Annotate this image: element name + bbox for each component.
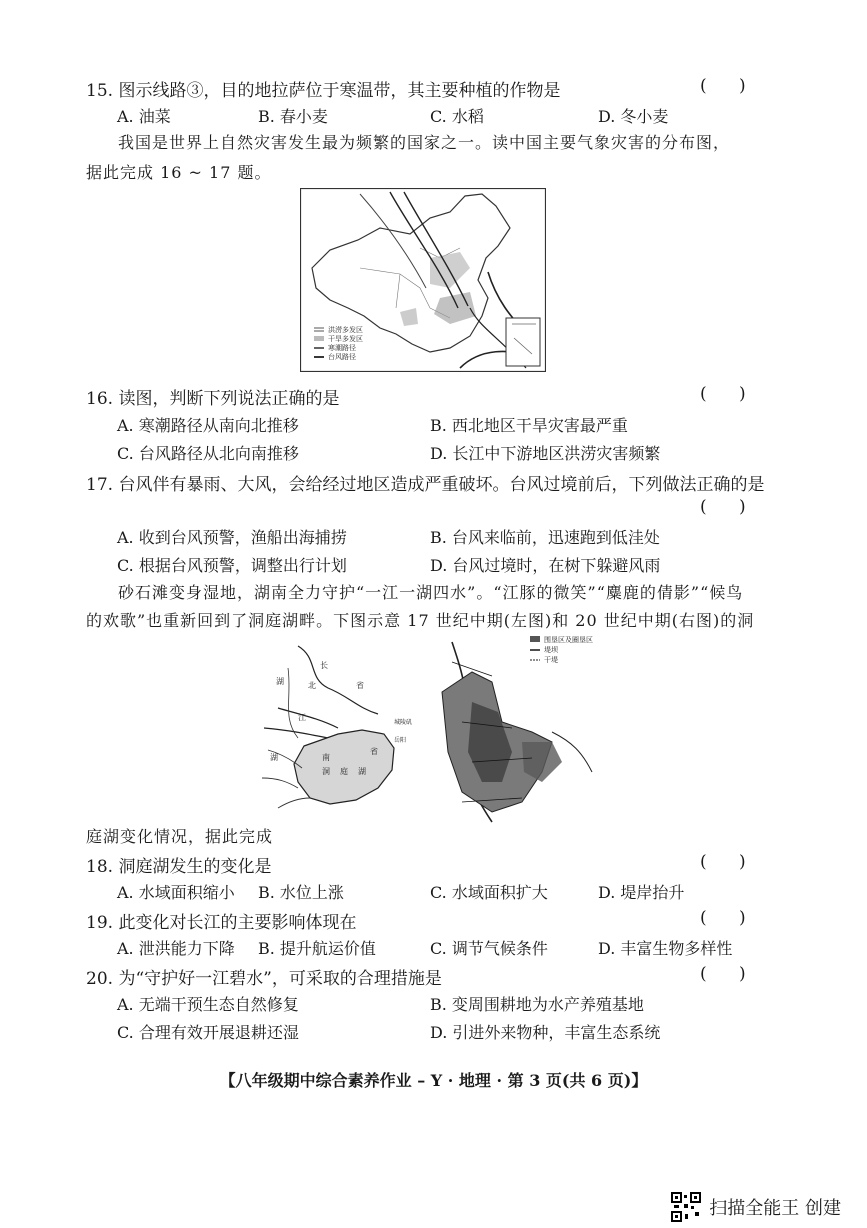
label-chang: 长: [320, 661, 328, 670]
q19-option-b: B. 提升航运价值: [258, 939, 376, 958]
q20-option-a: A. 无端干预生态自然修复: [117, 995, 299, 1014]
intro-paragraph-2: [86, 578, 756, 608]
label-hu3: 湖: [358, 767, 366, 776]
label-nan: 南: [322, 753, 330, 762]
q16-option-c: C. 台风路径从北向南推移: [117, 444, 299, 463]
label-jiang: 江: [298, 713, 306, 722]
q18-option-c: C. 水域面积扩大: [430, 883, 548, 902]
china-weather-disaster-map: [300, 188, 546, 372]
qr-code-icon: [671, 1192, 701, 1222]
question-19: 19. 此变化对长江的主要影响体现在: [86, 913, 357, 933]
q18-option-d: D. 堤岸抬升: [598, 883, 685, 902]
legend-drought: 干旱多发区: [328, 335, 363, 343]
answer-bracket-16: ( ): [700, 384, 746, 404]
label-hu2: 湖: [270, 753, 278, 762]
q16-option-d: D. 长江中下游地区洪涝灾害频繁: [430, 444, 661, 463]
q19-option-a: A. 泄洪能力下降: [117, 939, 235, 958]
q18-option-b: B. 水位上涨: [258, 883, 344, 902]
question-18: 18. 洞庭湖发生的变化是: [86, 857, 272, 877]
label-yueyang: 岳阳: [394, 737, 407, 744]
legend-main-dike: 干堤: [544, 656, 558, 664]
q19-option-c: C. 调节气候条件: [430, 939, 548, 958]
q16-option-a: A. 寒潮路径从南向北推移: [117, 416, 299, 435]
intro-paragraph-1: [86, 128, 756, 158]
intro-paragraph-2-end: [86, 822, 756, 852]
q20-option-d: D. 引进外来物种，丰富生态系统: [430, 1023, 661, 1042]
intro2-line1: 砂石滩变身湿地，湖南全力守护“一江一湖四水”。“江豚的微笑”“麋鹿的倩影”“候鸟: [118, 583, 744, 602]
legend-cold-wave: 寒潮路径: [328, 344, 356, 352]
q15-option-d: D. 冬小麦: [598, 107, 669, 126]
q17-option-a: A. 收到台风预警，渔船出海捕捞: [117, 528, 347, 547]
answer-bracket-18: ( ): [700, 852, 746, 872]
watermark-text: 扫描全能王 创建: [709, 1198, 841, 1219]
q15-option-b: B. 春小麦: [258, 107, 328, 126]
intro-paragraph-2-cont: [86, 606, 756, 636]
q19-option-d: D. 丰富生物多样性: [598, 939, 733, 958]
legend-typhoon: 台风路径: [328, 353, 356, 361]
dongting-lake-17th-century-map: [258, 638, 414, 828]
label-hu1: 湖: [276, 677, 284, 686]
q16-option-b: B. 西北地区干旱灾害最严重: [430, 416, 628, 435]
dongting-lake-20th-century-map: [432, 632, 618, 832]
intro1-line2: 据此完成 16 ~ 17 题。: [86, 163, 272, 182]
q17-option-d: D. 台风过境时，在树下躲避风雨: [430, 556, 661, 575]
label-dong: 洞: [322, 767, 330, 776]
intro-paragraph-1-cont: [86, 158, 756, 188]
q15-option-a: A. 油菜: [117, 107, 171, 126]
question-20: 20. 为“守护好一江碧水”，可采取的合理措施是: [86, 969, 442, 989]
q17-option-c: C. 根据台风预警，调整出行计划: [117, 556, 347, 575]
answer-bracket-20: ( ): [700, 964, 746, 984]
legend-embankment: 堤坝: [544, 646, 558, 654]
label-sheng2: 省: [370, 747, 378, 756]
intro1-line1: 我国是世界上自然灾害发生最为频繁的国家之一。读中国主要气象灾害的分布图，: [118, 133, 731, 152]
label-ting: 庭: [340, 767, 348, 776]
label-chenglingji: 城陵矶: [394, 719, 413, 726]
q20-option-b: B. 变周围耕地为水产养殖基地: [430, 995, 644, 1014]
question-17: 17. 台风伴有暴雨、大风，会给经过地区造成严重破坏。台风过境前后，下列做法正确的是: [86, 475, 765, 495]
label-bei: 北: [308, 681, 316, 690]
q15-option-c: C. 水稻: [430, 107, 484, 126]
q20-option-c: C. 合理有效开展退耕还湿: [117, 1023, 299, 1042]
label-sheng1: 省: [356, 681, 364, 690]
q17-option-b: B. 台风来临前，迅速跑到低洼处: [430, 528, 660, 547]
question-15: 15. 图示线路③，目的地拉萨位于寒温带，其主要种植的作物是: [86, 81, 561, 101]
legend-reclaimed-area: 围垦区及圈垦区: [544, 636, 593, 644]
scanner-watermark: [671, 1192, 841, 1222]
question-16: 16. 读图，判断下列说法正确的是: [86, 389, 340, 409]
q18-option-a: A. 水域面积缩小: [117, 883, 235, 902]
answer-bracket-17: ( ): [700, 497, 746, 517]
page-footer: 【八年级期中综合素养作业 – Y · 地理 · 第 3 页(共 6 页)】: [219, 1071, 648, 1090]
answer-bracket-15: ( ): [700, 76, 746, 96]
intro2-line2: 的欢歌”也重新回到了洞庭湖畔。下图示意 17 世纪中期(左图)和 20 世纪中期(右图)的洞: [86, 611, 755, 630]
legend-flood: 洪涝多发区: [328, 326, 363, 334]
intro2-line3: 庭湖变化情况，据此完成: [86, 827, 274, 846]
answer-bracket-19: ( ): [700, 908, 746, 928]
